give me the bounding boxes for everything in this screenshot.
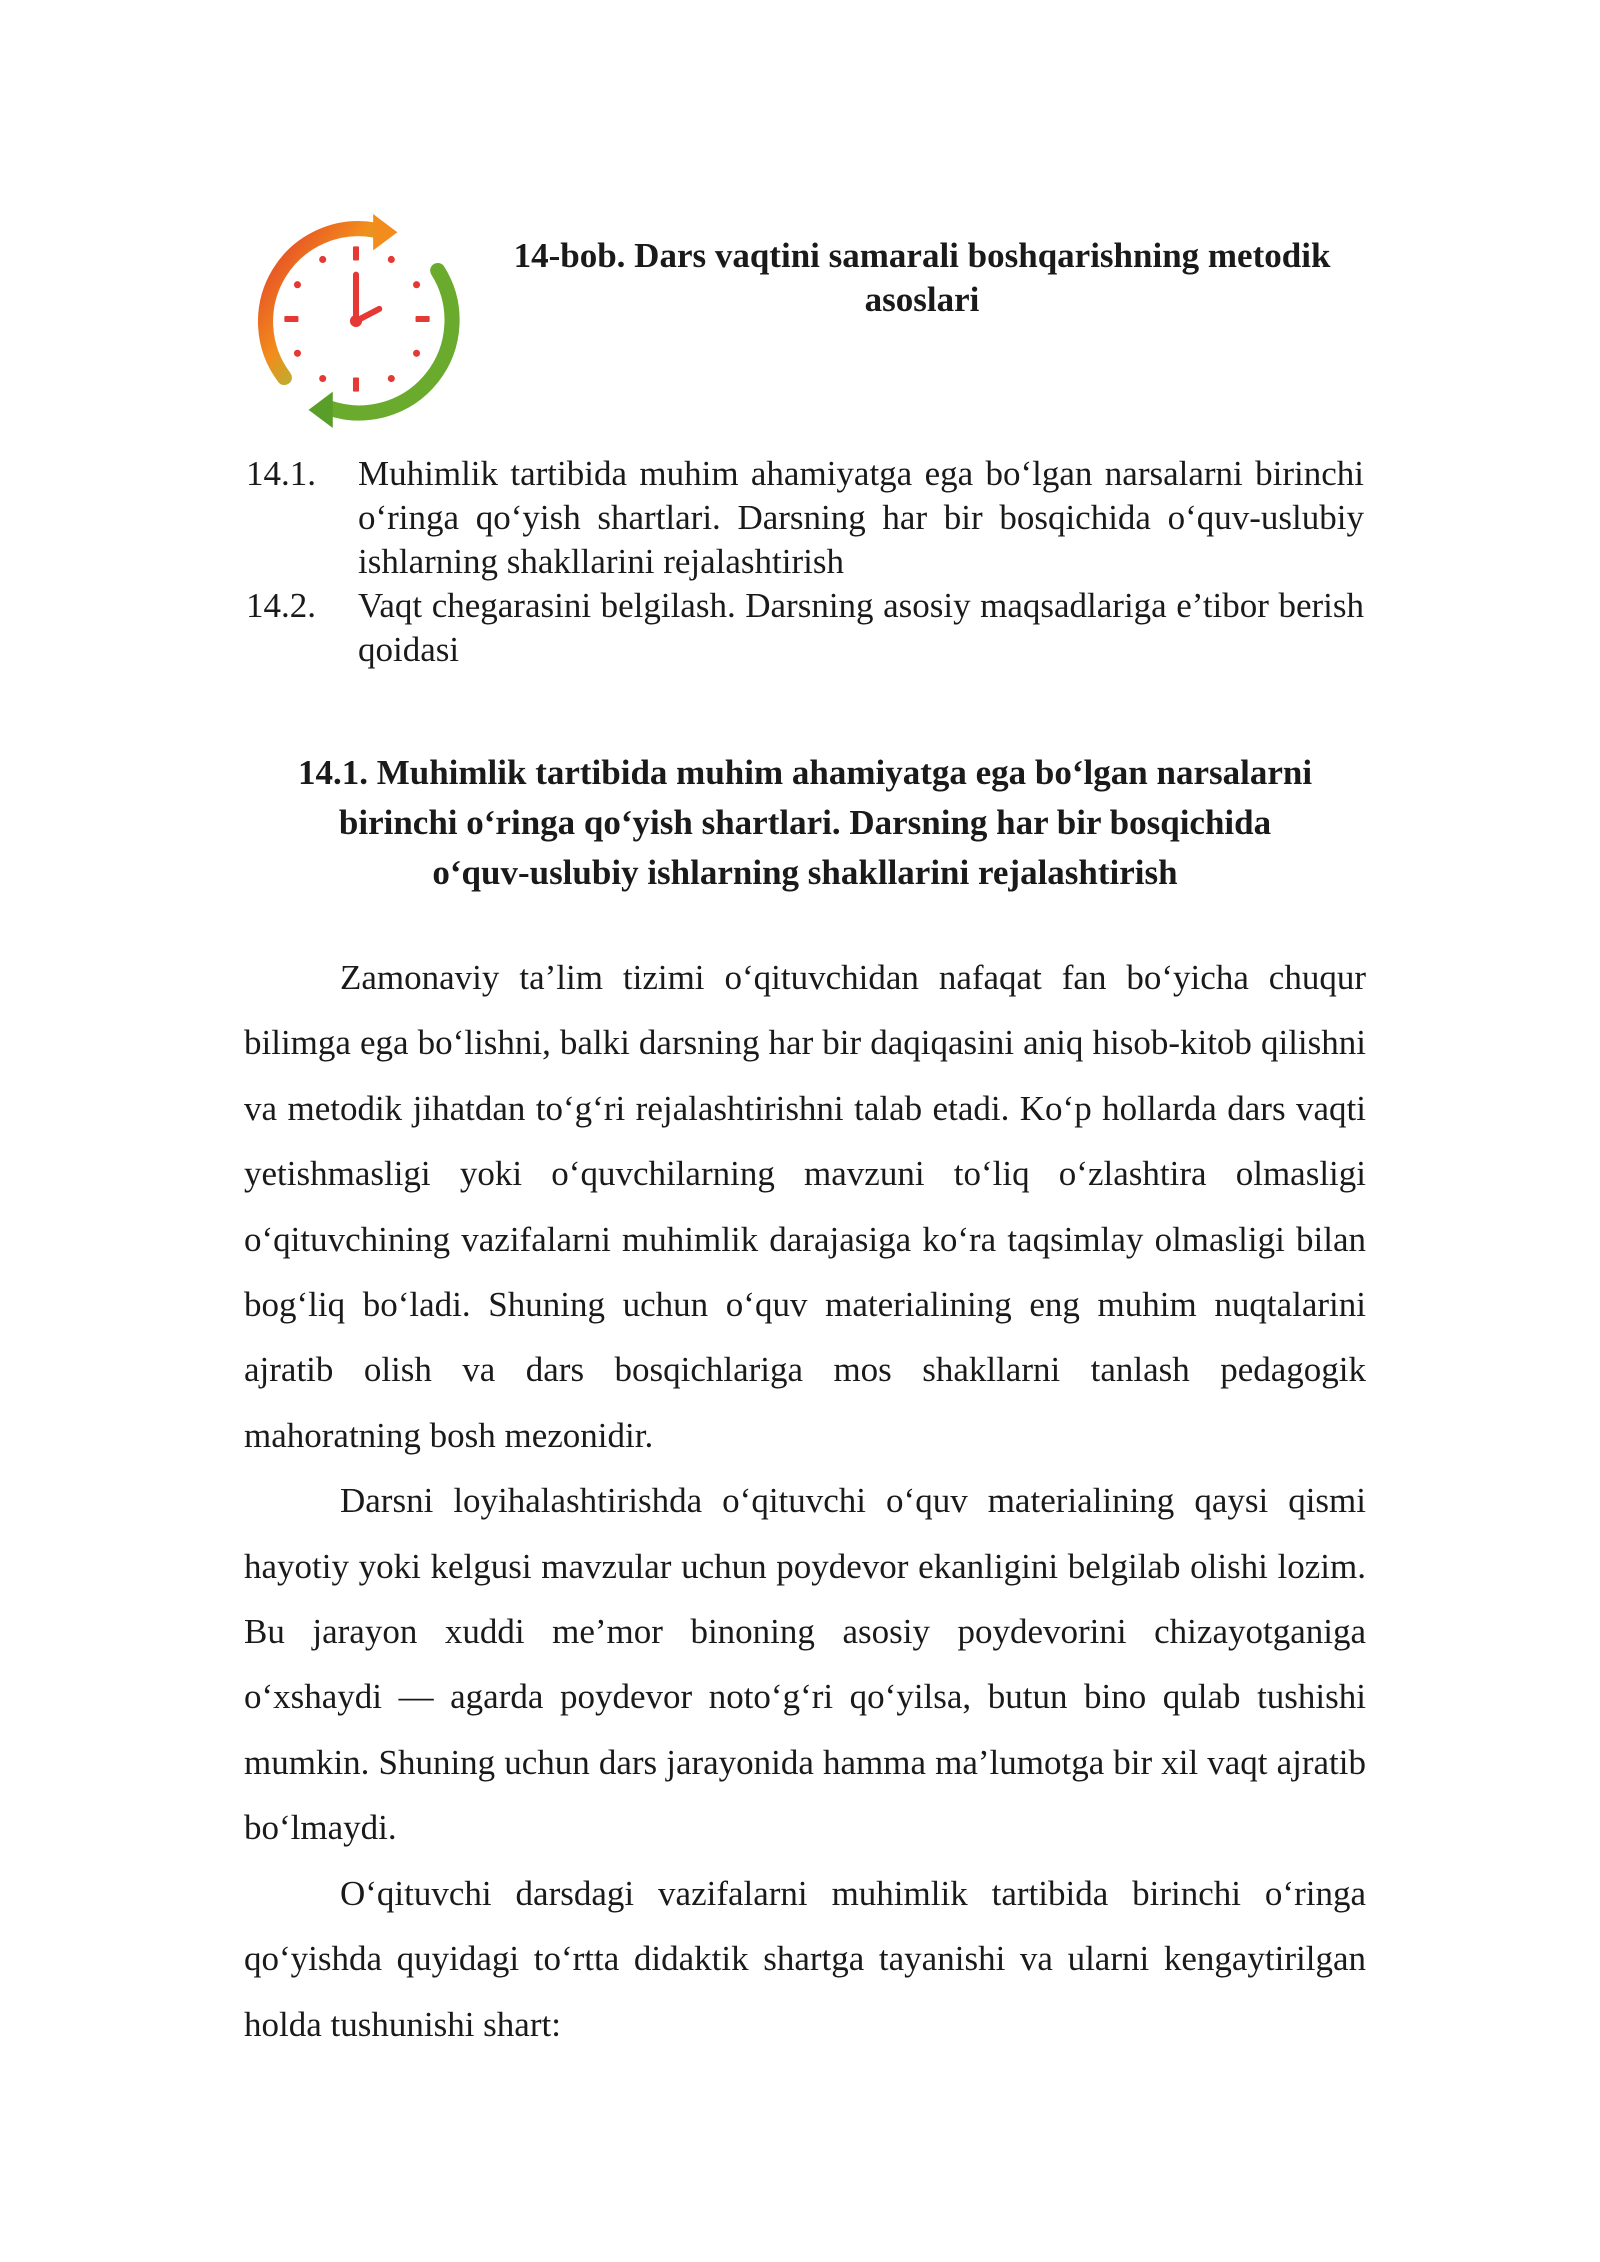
section-body [244, 945, 1366, 2057]
toc-item-text: Muhimlik tartibida muhim ahamiyatga ega bo‘lgan narsalarni birinchi o‘ringa qo‘yish shartlari. Darsning har bir bosqichida o‘quv-uslubiy ishlarning shakllarini rejalashtirish [358, 454, 1364, 581]
section-heading: 14.1. Muhimlik tartibida muhim ahamiyatga ega bo‘lgan narsalarni birinchi o‘ringa qo‘yish shartlari. Darsning har bir bosqichida o‘quv-uslubiy ishlarning shakllarini rejalashtirish [297, 753, 1313, 892]
body-paragraph: Darsni loyihalashtirishda o‘qituvchi o‘quv materialining qaysi qismi hayotiy yoki kelgusi mavzular uchun poydevor ekanligini belgilab olishi lozim. Bu jarayon xuddi me’mor binoning asosiy poydevorini chizayotganiga o‘xshaydi — agarda poydevor noto‘g‘ri qo‘yilsa, butun bino qulab tushishi mumkin. Shuning uchun dars jarayonida hamma ma’lumotga bir xil vaqt ajratib bo‘lmaydi. [244, 1481, 1366, 1848]
body-paragraph: Zamonaviy ta’lim tizimi o‘qituvchidan nafaqat fan bo‘yicha chuqur bilimga ega bo‘lishni, balki darsning har bir daqiqasini aniq hisob-kitob qilishni va metodik jihatdan to‘g‘ri rejalashtirishni talab etadi. Ko‘p hollarda dars vaqti yetishmasligi yoki o‘quvchilarning mavzuni to‘liq o‘zlashtira olmasligi o‘qituvchining vazifalarni muhimlik darajasiga ko‘ra taqsimlay olmasligi bilan bog‘liq bo‘ladi. Shuning uchun o‘quv materialining eng muhim nuqtalarini ajratib olish va dars bosqichlariga mos shakllarni tanlash pedagogik mahoratning bosh mezonidir. [244, 958, 1366, 1455]
clock-with-circular-arrows-icon [246, 208, 468, 430]
chapter-title: 14-bob. Dars vaqtini samarali boshqarishning metodik asoslari [513, 236, 1331, 319]
table-of-contents [246, 452, 1364, 672]
toc-item-text: Vaqt chegarasini belgilash. Darsning asosiy maqsadlariga e’tibor berish qoidasi [358, 586, 1364, 669]
toc-item [246, 584, 1364, 672]
toc-item-number: 14.1. [246, 454, 316, 493]
body-paragraph: O‘qituvchi darsdagi vazifalarni muhimlik tartibida birinchi o‘ringa qo‘yishda quyidagi to‘rtta didaktik shartga tayanishi va ularni kengaytirilgan holda tushunishi shart: [244, 1873, 1366, 2044]
toc-item [246, 452, 1364, 584]
toc-item-number: 14.2. [246, 586, 316, 625]
